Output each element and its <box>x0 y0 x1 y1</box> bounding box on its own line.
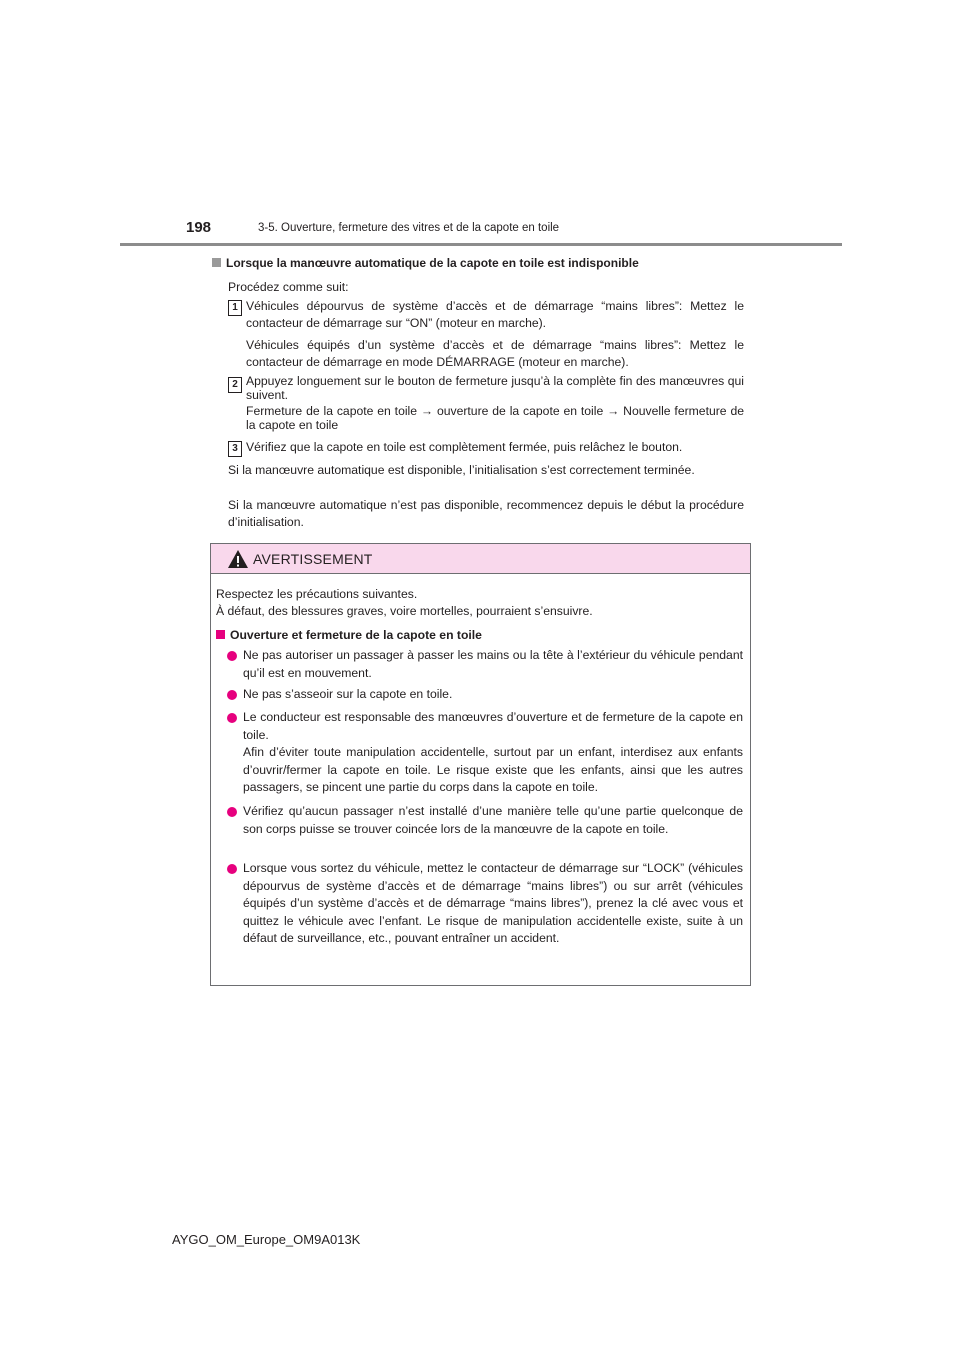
outcome-ok: Si la manœuvre automatique est disponible, l’initialisation s’est correctement terminée. <box>228 463 695 477</box>
step-number-3: 3 <box>228 441 242 457</box>
chapter-title: 3-5. Ouverture, fermeture des vitres et de la capote en toile <box>258 222 560 234</box>
footer-doc-code: AYGO_OM_Europe_OM9A013K <box>172 1232 361 1247</box>
dot-bullet-icon <box>227 651 237 661</box>
dot-bullet-icon <box>227 807 237 817</box>
dot-bullet-icon <box>227 864 237 874</box>
warning-bullet-1: Ne pas autoriser un passager à passer les mains ou la tête à l’extérieur du véhicule pendant qu’il est en mouvement. <box>243 648 743 680</box>
warning-box <box>210 543 751 986</box>
warning-header <box>211 544 750 574</box>
section-title <box>212 256 639 270</box>
warning-bullet-3-continued: Afin d’éviter toute manipulation accidentelle, surtout par un enfant, interdisez aux enfants d’ouvrir/fermer la capote en toile. Le risque existe que les enfants, ainsi que les autres passagers, se pincent une partie du corps dans la capote en toile. <box>243 745 743 794</box>
step-3-text: Vérifiez que la capote en toile est complètement fermée, puis relâchez le bouton. <box>246 440 683 454</box>
section-title-text: Lorsque la manœuvre automatique de la capote en toile est indisponible <box>226 256 639 270</box>
page-number: 198 <box>186 219 212 236</box>
dot-bullet-icon <box>227 690 237 700</box>
warning-bullet-4: Vérifiez qu’aucun passager n’est installé d’une manière telle qu’une partie quelconque de son corps puisse se trouver coincée lors de la manœuvre de la capote en toile. <box>243 804 743 836</box>
dot-bullet-icon <box>227 713 237 723</box>
step-2-text-a: Appuyez longuement sur le bouton de fermeture jusqu’à la complète fin des manœuvres qui suivent. <box>246 374 744 402</box>
outcome-fail: Si la manœuvre automatique n’est pas disponible, recommencez depuis le début la procédure d’initialisation. <box>228 498 744 529</box>
warning-subtitle-text: Ouverture et fermeture de la capote en toile <box>230 628 482 642</box>
warning-triangle-icon <box>227 549 249 569</box>
square-bullet-icon <box>212 258 221 267</box>
section-intro: Procédez comme suit: <box>228 280 349 294</box>
warning-bullet-3: Le conducteur est responsable des manœuvres d’ouverture et de fermeture de la capote en toile. <box>243 710 743 742</box>
warning-intro-1: Respectez les précautions suivantes. <box>216 587 418 601</box>
header-divider <box>120 243 842 246</box>
warning-subtitle <box>216 628 482 642</box>
step-2-text-b: Fermeture de la capote en toile → ouverture de la capote en toile → Nouvelle fermeture de la capote en toile <box>246 404 744 432</box>
warning-bullet-5: Lorsque vous sortez du véhicule, mettez le contacteur de démarrage sur “LOCK” (véhicules dépourvus de système d’accès et de démarrage “mains libres”) ou sur arrêt (véhicules équipés d’un système d’accès et de démarrage “mains libres”), prenez la clé avec vous et quittez le véhicule avec l’enfant. Le risque de manipulation accidentelle existe, suite à un défaut de surveillance, etc., pouvant entraîner un accident. <box>243 861 743 945</box>
step-1-text-a: Véhicules dépourvus de système d’accès et de démarrage “mains libres”: Mettez le contacteur de démarrage sur “ON” (moteur en marche). <box>246 299 744 330</box>
square-bullet-icon <box>216 630 225 639</box>
step-1-text-b: Véhicules équipés d’un système d’accès et de démarrage “mains libres”: Mettez le contacteur de démarrage en mode DÉMARRAGE (moteur en marche). <box>246 338 744 369</box>
warning-title: AVERTISSEMENT <box>253 551 373 567</box>
warning-bullet-2: Ne pas s’asseoir sur la capote en toile. <box>243 687 453 701</box>
step-number-2: 2 <box>228 377 242 393</box>
warning-intro-2: À défaut, des blessures graves, voire mortelles, pourraient s’ensuivre. <box>216 604 593 618</box>
step-number-1: 1 <box>228 300 242 316</box>
